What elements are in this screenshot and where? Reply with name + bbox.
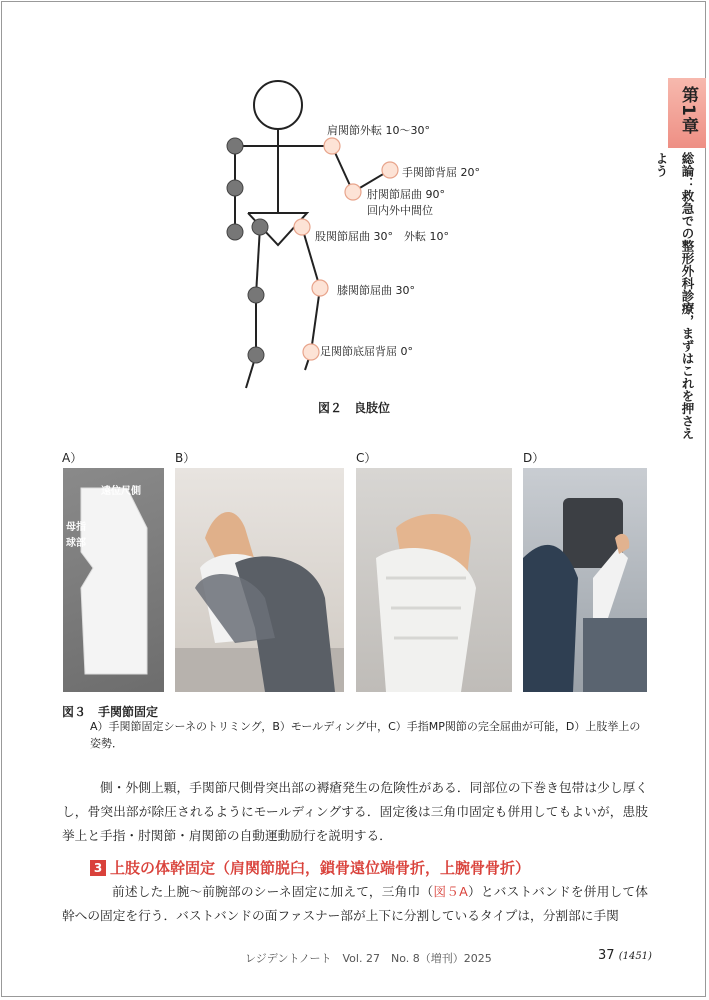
wrist-label: 手関節背屈 20° [402, 166, 480, 179]
paragraph-1: 側・外側上顆，手関節尺側骨突出部の褥瘡発生の危険性がある．同部位の下巻き包帯は少し厚くし，骨突出部が除圧されるようにモールディングする．固定後は三角巾固定も併用してもよいが，患肢挙上と手指・肘関節・肩関節の自動運動励行を説明する． [62, 780, 648, 843]
photo-elevated-posture [523, 468, 647, 692]
figure2-caption: 図２ 良肢位 [318, 401, 391, 415]
paragraph-2 [62, 880, 648, 928]
section-3-heading [90, 857, 530, 878]
panel-label-b: B） [175, 451, 196, 465]
page-number-value: 37 [598, 948, 615, 963]
panel-label-d: D） [523, 451, 545, 465]
paragraph-2-after: ）とバストバンドを併用して体幹への固定を行う．バストバンドの面ファスナー部が上下に分割しているタイプは，分割部に手関 [62, 884, 648, 923]
label-thenar-1: 母指 [66, 522, 86, 533]
shoulder-label: 肩関節外転 10〜30° [327, 124, 430, 137]
page-number-total: (1451) [618, 951, 652, 962]
label-thenar-2: 球部 [66, 538, 86, 549]
paragraph-2-before: 前述した上腕〜前腕部のシーネ固定に加えて，三角巾（ [112, 884, 434, 899]
photo-mp-flexion [356, 468, 512, 692]
label-distal-ulnar: 遠位尺側 [101, 486, 141, 497]
ankle-label: 足関節底屈背屈 0° [320, 345, 413, 358]
panel-label-c: C） [356, 451, 377, 465]
panel-label-a: A） [62, 451, 83, 465]
figure3-caption-title: 図３ 手関節固定 [62, 705, 159, 719]
chapter-title: 総論：救急での整形外科診療，まずはこれを押さえよう [654, 152, 695, 440]
figure3-caption-body: A）手関節固定シーネのトリミング，B）モールディング中，C）手指MP関節の完全屈曲が可能，D）上肢挙上の姿勢． [90, 720, 641, 750]
figure-5a-link[interactable]: 図５A [433, 884, 468, 899]
journal-footer: レジデントノート Vol. 27 No. 8（増刊）2025 [245, 952, 492, 965]
chapter-number: 第1章 [678, 86, 698, 135]
page-number [598, 948, 652, 963]
photo-molding [175, 468, 344, 692]
knee-label: 膝関節屈曲 30° [337, 284, 415, 297]
section-title: 上肢の体幹固定（肩関節脱臼，鎖骨遠位端骨折，上腕骨骨折） [110, 859, 531, 877]
photo-splint-trimming [63, 468, 164, 692]
hip-label: 股関節屈曲 30° 外転 10° [315, 230, 449, 243]
elbow-label: 肘関節屈曲 90° [367, 188, 445, 201]
forearm-label: 回内外中間位 [367, 204, 433, 217]
section-number-badge: 3 [90, 860, 106, 876]
